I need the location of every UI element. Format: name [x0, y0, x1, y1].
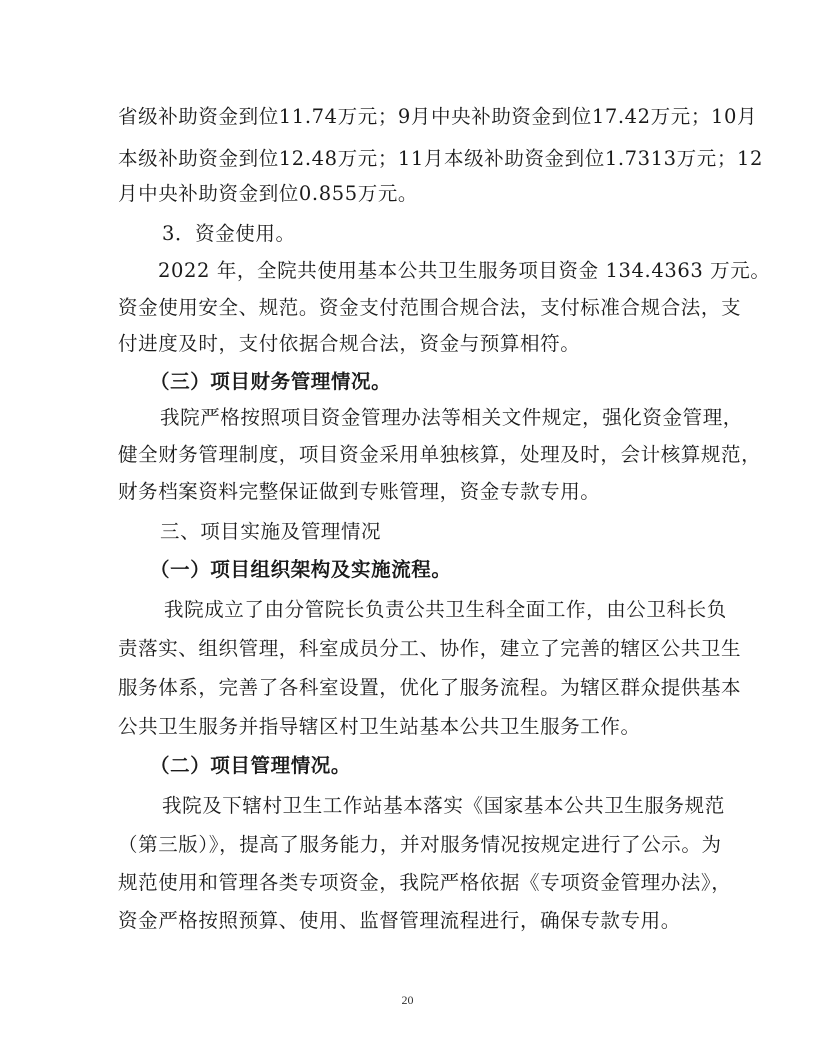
paragraph-line: 健全财务管理制度，项目资金采用单独核算，处理及时，会计核算规范， [118, 443, 762, 466]
paragraph-line: 月中央补助资金到位0.855万元。 [118, 182, 419, 205]
chapter-heading: 三、项目实施及管理情况 [160, 520, 382, 543]
paragraph-line: 责落实、组织管理，科室成员分工、协作，建立了完善的辖区公共卫生 [118, 637, 742, 660]
paragraph-line: 付进度及时，支付依据合规合法，资金与预算相符。 [118, 332, 581, 355]
paragraph-line: 省级补助资金到位11.74万元；9月中央补助资金到位17.42万元；10月 [118, 105, 758, 128]
page-number: 20 [401, 993, 414, 1007]
paragraph-line: 规范使用和管理各类专项资金，我院严格依据《专项资金管理办法》， [118, 871, 732, 894]
paragraph-line: 我院成立了由分管院长负责公共卫生科全面工作，由公卫科长负 [164, 598, 727, 621]
paragraph-line: 我院严格按照项目资金管理办法等相关文件规定，强化资金管理， [160, 406, 743, 429]
subsection-heading: 3．资金使用。 [162, 222, 296, 245]
section-heading: （二）项目管理情况。 [150, 754, 352, 777]
paragraph-line: 公共卫生服务并指导辖区村卫生站基本公共卫生服务工作。 [118, 715, 641, 738]
paragraph-line: 资金使用安全、规范。资金支付范围合规合法，支付标准合规合法，支 [118, 296, 742, 319]
section-heading: （一）项目组织架构及实施流程。 [150, 558, 452, 581]
paragraph-line: 服务体系，完善了各科室设置，优化了服务流程。为辖区群众提供基本 [118, 676, 742, 699]
section-heading: （三）项目财务管理情况。 [150, 370, 392, 393]
paragraph-line: 我院及下辖村卫生工作站基本落实《国家基本公共卫生服务规范 [162, 794, 725, 817]
paragraph-line: 资金严格按照预算、使用、监督管理流程进行，确保专款专用。 [118, 909, 681, 932]
paragraph-line: 财务档案资料完整保证做到专账管理，资金专款专用。 [118, 480, 601, 503]
paragraph-line: 2022 年，全院共使用基本公共卫生服务项目资金 134.4363 万元。 [158, 259, 771, 282]
paragraph-line: （第三版）》，提高了服务能力，并对服务情况按规定进行了公示。为 [118, 833, 722, 856]
paragraph-line: 本级补助资金到位12.48万元；11月本级补助资金到位1.7313万元；12 [118, 147, 763, 170]
